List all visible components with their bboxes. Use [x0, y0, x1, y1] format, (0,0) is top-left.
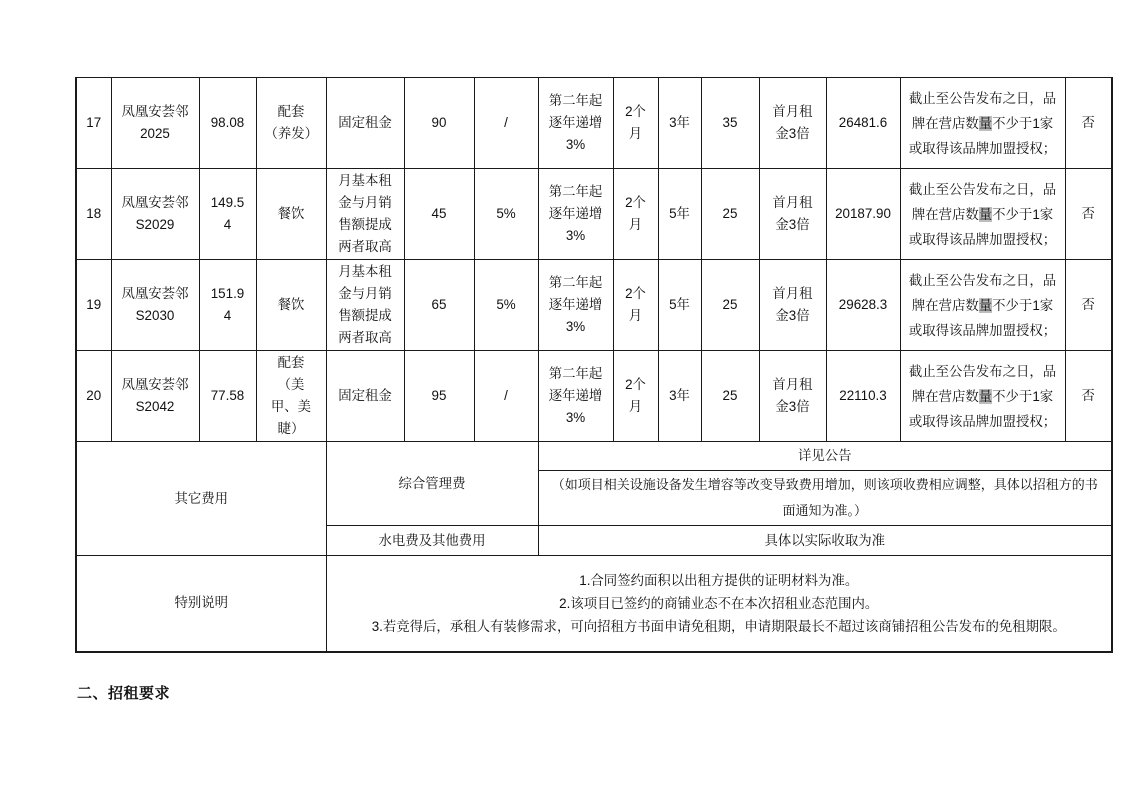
cell-area: 98.08	[199, 78, 256, 169]
requirement-text: 不少于1家或取得该品牌加盟授权；	[908, 206, 1057, 247]
cell-area: 149.54	[199, 169, 256, 260]
cell-flag: 否	[1065, 169, 1112, 260]
cell-shop-name: 凤凰安荟邻 S2029	[111, 169, 199, 260]
table-row	[76, 351, 1112, 442]
cell-col11-value: 35	[701, 78, 759, 169]
cell-amount: 20187.90	[826, 169, 900, 260]
cell-shop-name: 凤凰安荟邻 S2042	[111, 351, 199, 442]
requirement-text: 不少于1家或取得该品牌加盟授权；	[908, 388, 1057, 429]
cell-commission-rate: 5%	[474, 169, 538, 260]
cell-amount: 22110.3	[826, 351, 900, 442]
cell-brand-requirement	[900, 169, 1065, 260]
cell-escalation: 第二年起逐年递增3%	[538, 169, 613, 260]
cell-deposit: 首月租金3倍	[759, 260, 826, 351]
cell-rent-price: 45	[404, 169, 474, 260]
cell-commission-rate: /	[474, 78, 538, 169]
cell-shop-name: 凤凰安荟邻 2025	[111, 78, 199, 169]
cell-lease-term: 3年	[658, 78, 701, 169]
cell-business-type: 餐饮	[256, 169, 326, 260]
requirement-text: 不少于1家或取得该品牌加盟授权；	[908, 115, 1057, 156]
cell-escalation: 第二年起逐年递增3%	[538, 260, 613, 351]
cell-lease-term: 5年	[658, 169, 701, 260]
cell-free-period: 2个月	[613, 351, 658, 442]
cell-deposit: 首月租金3倍	[759, 351, 826, 442]
cell-free-period: 2个月	[613, 260, 658, 351]
other-fees-row	[76, 442, 1112, 471]
cell-amount: 29628.3	[826, 260, 900, 351]
other-fees-label: 其它费用	[76, 442, 326, 556]
cell-col11-value: 25	[701, 351, 759, 442]
special-notes-label: 特别说明	[76, 556, 326, 652]
special-note-line: 1.合同签约面积以出租方提供的证明材料为准。	[579, 572, 859, 588]
management-fee-value: 详见公告	[538, 442, 1112, 471]
special-notes-row	[76, 556, 1112, 652]
utility-fee-label: 水电费及其他费用	[326, 526, 538, 556]
rental-listing-table	[75, 77, 1113, 653]
special-note-line: 3.若竞得后，承租人有装修需求，可向招租方书面申请免租期，申请期限最长不超过该商铺招租公告发布的免租期限。	[371, 618, 1066, 634]
cell-flag: 否	[1065, 78, 1112, 169]
highlighted-char: 量	[978, 388, 993, 404]
cell-brand-requirement	[900, 78, 1065, 169]
cell-rent-mode: 固定租金	[326, 78, 404, 169]
cell-rent-price: 90	[404, 78, 474, 169]
cell-rent-mode: 月基本租金与月销售额提成两者取高	[326, 260, 404, 351]
requirement-text: 截止至公告发布之日，品牌在营店数	[908, 90, 1057, 131]
cell-free-period: 2个月	[613, 78, 658, 169]
section-heading: 二、招租要求	[77, 685, 171, 702]
cell-escalation: 第二年起逐年递增3%	[538, 78, 613, 169]
cell-brand-requirement	[900, 351, 1065, 442]
management-fee-note: （如项目相关设施设备发生增容等改变导致费用增加，则该项收费相应调整，具体以招租方的书面通知为准。）	[538, 471, 1112, 526]
requirement-text: 截止至公告发布之日，品牌在营店数	[908, 181, 1057, 222]
special-notes-content	[326, 556, 1112, 652]
management-fee-label: 综合管理费	[326, 442, 538, 526]
cell-flag: 否	[1065, 351, 1112, 442]
cell-commission-rate: /	[474, 351, 538, 442]
cell-flag: 否	[1065, 260, 1112, 351]
requirement-text: 截止至公告发布之日，品牌在营店数	[908, 363, 1057, 404]
cell-lease-term: 5年	[658, 260, 701, 351]
highlighted-char: 量	[978, 297, 993, 313]
cell-index: 17	[76, 78, 111, 169]
cell-commission-rate: 5%	[474, 260, 538, 351]
table-row	[76, 260, 1112, 351]
cell-rent-mode: 固定租金	[326, 351, 404, 442]
cell-free-period: 2个月	[613, 169, 658, 260]
special-note-line: 2.该项目已签约的商铺业态不在本次招租业态范围内。	[559, 595, 879, 611]
highlighted-char: 量	[978, 206, 993, 222]
cell-lease-term: 3年	[658, 351, 701, 442]
cell-business-type: 配套（美甲、美睫）	[256, 351, 326, 442]
cell-deposit: 首月租金3倍	[759, 78, 826, 169]
cell-deposit: 首月租金3倍	[759, 169, 826, 260]
highlighted-char: 量	[978, 115, 993, 131]
cell-business-type: 餐饮	[256, 260, 326, 351]
cell-index: 19	[76, 260, 111, 351]
cell-rent-mode: 月基本租金与月销售额提成两者取高	[326, 169, 404, 260]
cell-shop-name: 凤凰安荟邻 S2030	[111, 260, 199, 351]
requirement-text: 不少于1家或取得该品牌加盟授权；	[908, 297, 1057, 338]
utility-fee-value: 具体以实际收取为准	[538, 526, 1112, 556]
requirement-text: 截止至公告发布之日，品牌在营店数	[908, 272, 1057, 313]
cell-escalation: 第二年起逐年递增3%	[538, 351, 613, 442]
cell-index: 20	[76, 351, 111, 442]
table-row	[76, 169, 1112, 260]
cell-brand-requirement	[900, 260, 1065, 351]
cell-business-type: 配套（养发）	[256, 78, 326, 169]
cell-col11-value: 25	[701, 169, 759, 260]
cell-index: 18	[76, 169, 111, 260]
cell-area: 77.58	[199, 351, 256, 442]
cell-amount: 26481.6	[826, 78, 900, 169]
cell-area: 151.94	[199, 260, 256, 351]
table-row	[76, 78, 1112, 169]
cell-col11-value: 25	[701, 260, 759, 351]
cell-rent-price: 65	[404, 260, 474, 351]
cell-rent-price: 95	[404, 351, 474, 442]
